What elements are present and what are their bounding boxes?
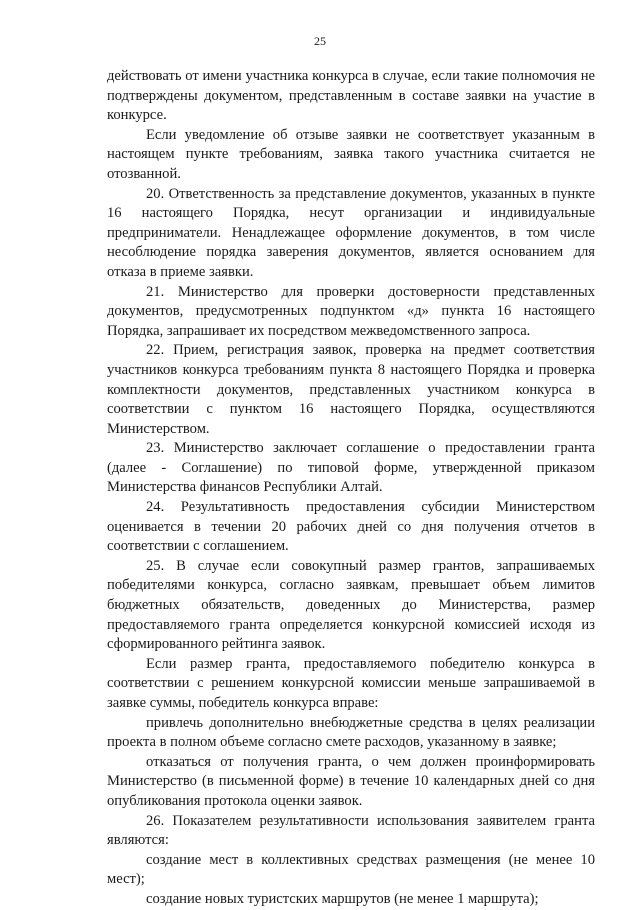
paragraph-24: 24. Результативность предоставления субсидии Министерством оценивается в течении 20 рабочих дней со дня получения отчетов в соответствии с соглашением. bbox=[107, 499, 595, 555]
document-body bbox=[107, 67, 595, 910]
list-item-refuse-grant: отказаться от получения гранта, о чем должен проинформировать Министерство (в письменной форме) в течение 10 календарных дней со дня опубликования протокола оценки заявок. bbox=[107, 753, 595, 809]
page-number: 25 bbox=[314, 34, 326, 48]
paragraph-23: 23. Министерство заключает соглашение о предоставлении гранта (далее - Соглашение) по типовой форме, утвержденной приказом Министерства финансов Республики Алтай. bbox=[107, 440, 595, 496]
paragraph-20: 20. Ответственность за представление документов, указанных в пункте 16 настоящего Порядка, несут организации и индивидуальные предприниматели. Ненадлежащее оформление документов, в том числе несоблюдение порядка заверения документов, является основанием для отказа в приеме заявки. bbox=[107, 185, 595, 280]
paragraph-26: 26. Показателем результативности использования заявителем гранта являются: bbox=[107, 812, 595, 849]
paragraph-21: 21. Министерство для проверки достоверности представленных документов, предусмотренных подпунктом «д» пункта 16 настоящего Порядка, запрашивает их посредством межведомственного запроса. bbox=[107, 283, 595, 339]
paragraph-grant-size: Если размер гранта, предоставляемого победителю конкурса в соответствии с решением конкурсной комиссии меньше запрашиваемой в заявке суммы, победитель конкурса вправе: bbox=[107, 655, 595, 711]
list-item-attract-funds: привлечь дополнительно внебюджетные средства в целях реализации проекта в полном объеме согласно смете расходов, указанному в заявке; bbox=[107, 714, 595, 751]
list-item-tourist-routes: создание новых туристских маршрутов (не менее 1 маршрута); bbox=[146, 890, 539, 907]
paragraph-22: 22. Прием, регистрация заявок, проверка на предмет соответствия участников конкурса требованиям пункта 8 настоящего Порядка и проверка комплектности документов, представленных участником конкурса в соответствии с пунктом 16 настоящего Порядка, осуществляются Министерством. bbox=[107, 342, 595, 437]
paragraph-continuation: действовать от имени участника конкурса в случае, если такие полномочия не подтверждены документом, представленным в составе заявки на участие в конкурсе. bbox=[107, 68, 595, 124]
paragraph-25: 25. В случае если совокупный размер грантов, запрашиваемых победителями конкурса, согласно заявкам, превышает объем лимитов бюджетных обязательств, доведенных до Министерства, размер предоставляемого гранта определяется конкурсной комиссией исходя из сформированного рейтинга заявок. bbox=[107, 557, 595, 653]
paragraph-withdrawal-notice: Если уведомление об отзыве заявки не соответствует указанным в настоящем пункте требованиям, заявка такого участника считается не отозванной. bbox=[107, 126, 595, 182]
list-item-accommodation: создание мест в коллективных средствах размещения (не менее 10 мест); bbox=[107, 851, 595, 888]
